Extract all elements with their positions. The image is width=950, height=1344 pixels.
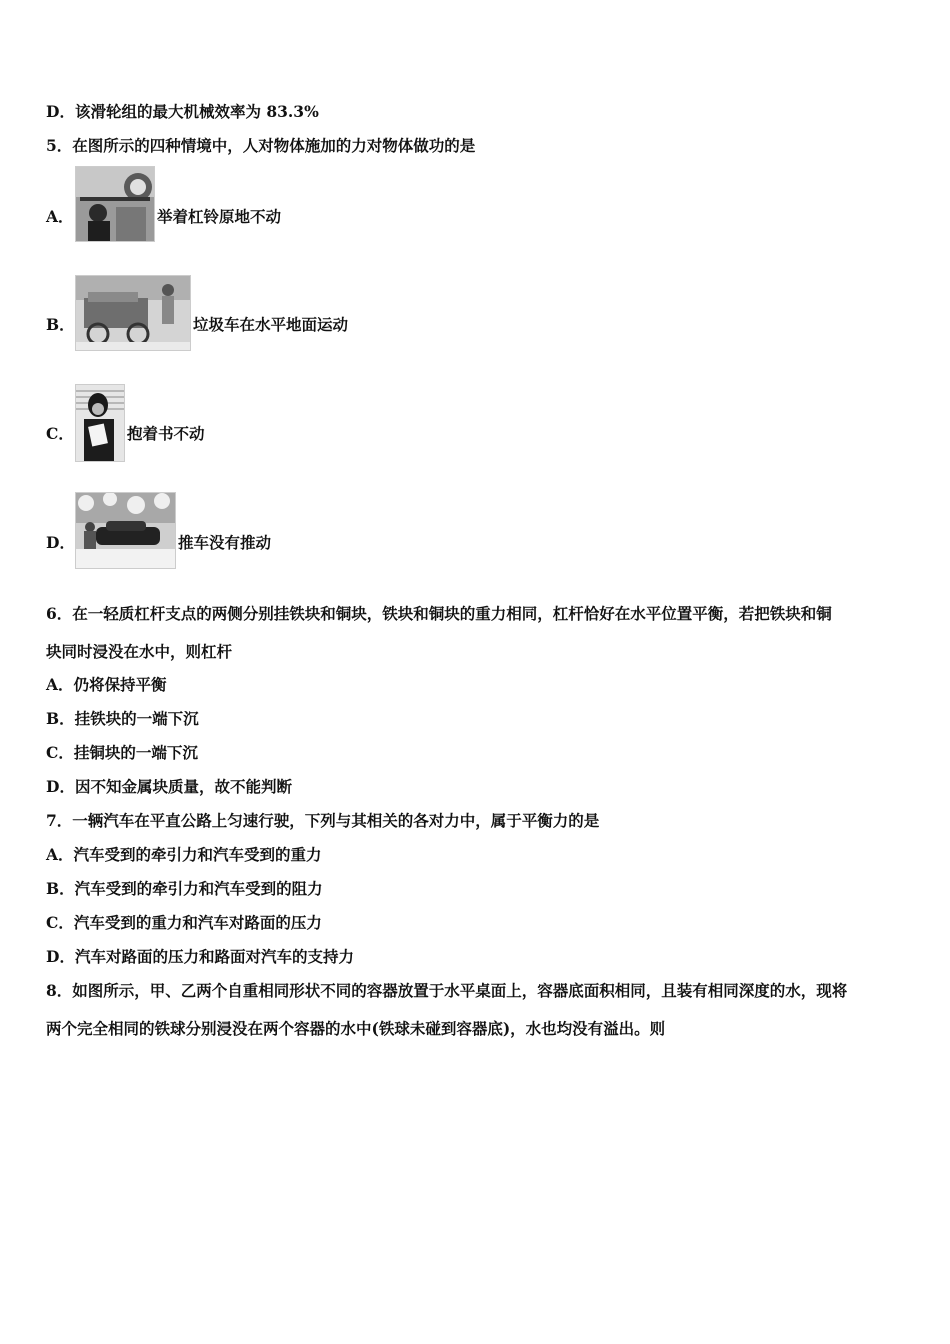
q6-option-d: D．因不知金属块质量，故不能判断	[46, 777, 292, 796]
q7-option-c: C．汽车受到的重力和汽车对路面的压力	[46, 913, 322, 932]
q5-option-a-caption: 举着杠铃原地不动	[157, 207, 282, 226]
q7-option-d: D．汽车对路面的压力和路面对汽车的支持力	[46, 947, 354, 966]
holding-books-photo	[75, 384, 125, 462]
pushing-car-photo	[75, 492, 176, 569]
q5-option-d-caption: 推车没有推动	[178, 533, 272, 552]
q6-stem-line2: 块同时浸没在水中，则杠杆	[46, 642, 233, 661]
weightlifter-photo	[75, 166, 155, 242]
q5-option-d-letter: D．	[46, 533, 75, 552]
q5-option-b-caption: 垃圾车在水平地面运动	[193, 315, 349, 334]
q5-stem: 5．在图所示的四种情境中，人对物体施加的力对物体做功的是	[46, 136, 476, 155]
q6-option-c: C．挂铜块的一端下沉	[46, 743, 198, 762]
q6-stem-line1: 6．在一轻质杠杆支点的两侧分别挂铁块和铜块，铁块和铜块的重力相同，杠杆恰好在水平位置平衡，若把铁块和铜	[46, 604, 832, 623]
q5-option-c-caption: 抱着书不动	[127, 424, 205, 443]
q7-option-a: A．汽车受到的牵引力和汽车受到的重力	[46, 845, 322, 864]
q7-option-b: B．汽车受到的牵引力和汽车受到的阻力	[46, 879, 323, 898]
garbage-cart-photo	[75, 275, 191, 351]
q5-option-b-letter: B．	[46, 315, 75, 334]
q5-option-a-letter: A．	[46, 207, 74, 226]
q8-stem-line2: 两个完全相同的铁球分别浸没在两个容器的水中(铁球未碰到容器底)，水也均没有溢出。则	[46, 1019, 666, 1038]
q5-option-c-letter: C．	[46, 424, 74, 443]
q4-option-d: D．该滑轮组的最大机械效率为 83.3%	[46, 102, 319, 121]
q6-option-b: B．挂铁块的一端下沉	[46, 709, 199, 728]
q7-stem: 7．一辆汽车在平直公路上匀速行驶，下列与其相关的各对力中，属于平衡力的是	[46, 811, 600, 830]
q6-option-a: A．仍将保持平衡	[46, 675, 167, 694]
q8-stem-line1: 8．如图所示，甲、乙两个自重相同形状不同的容器放置于水平桌面上，容器底面积相同，且装有相同深度的水，现将	[46, 981, 848, 1000]
